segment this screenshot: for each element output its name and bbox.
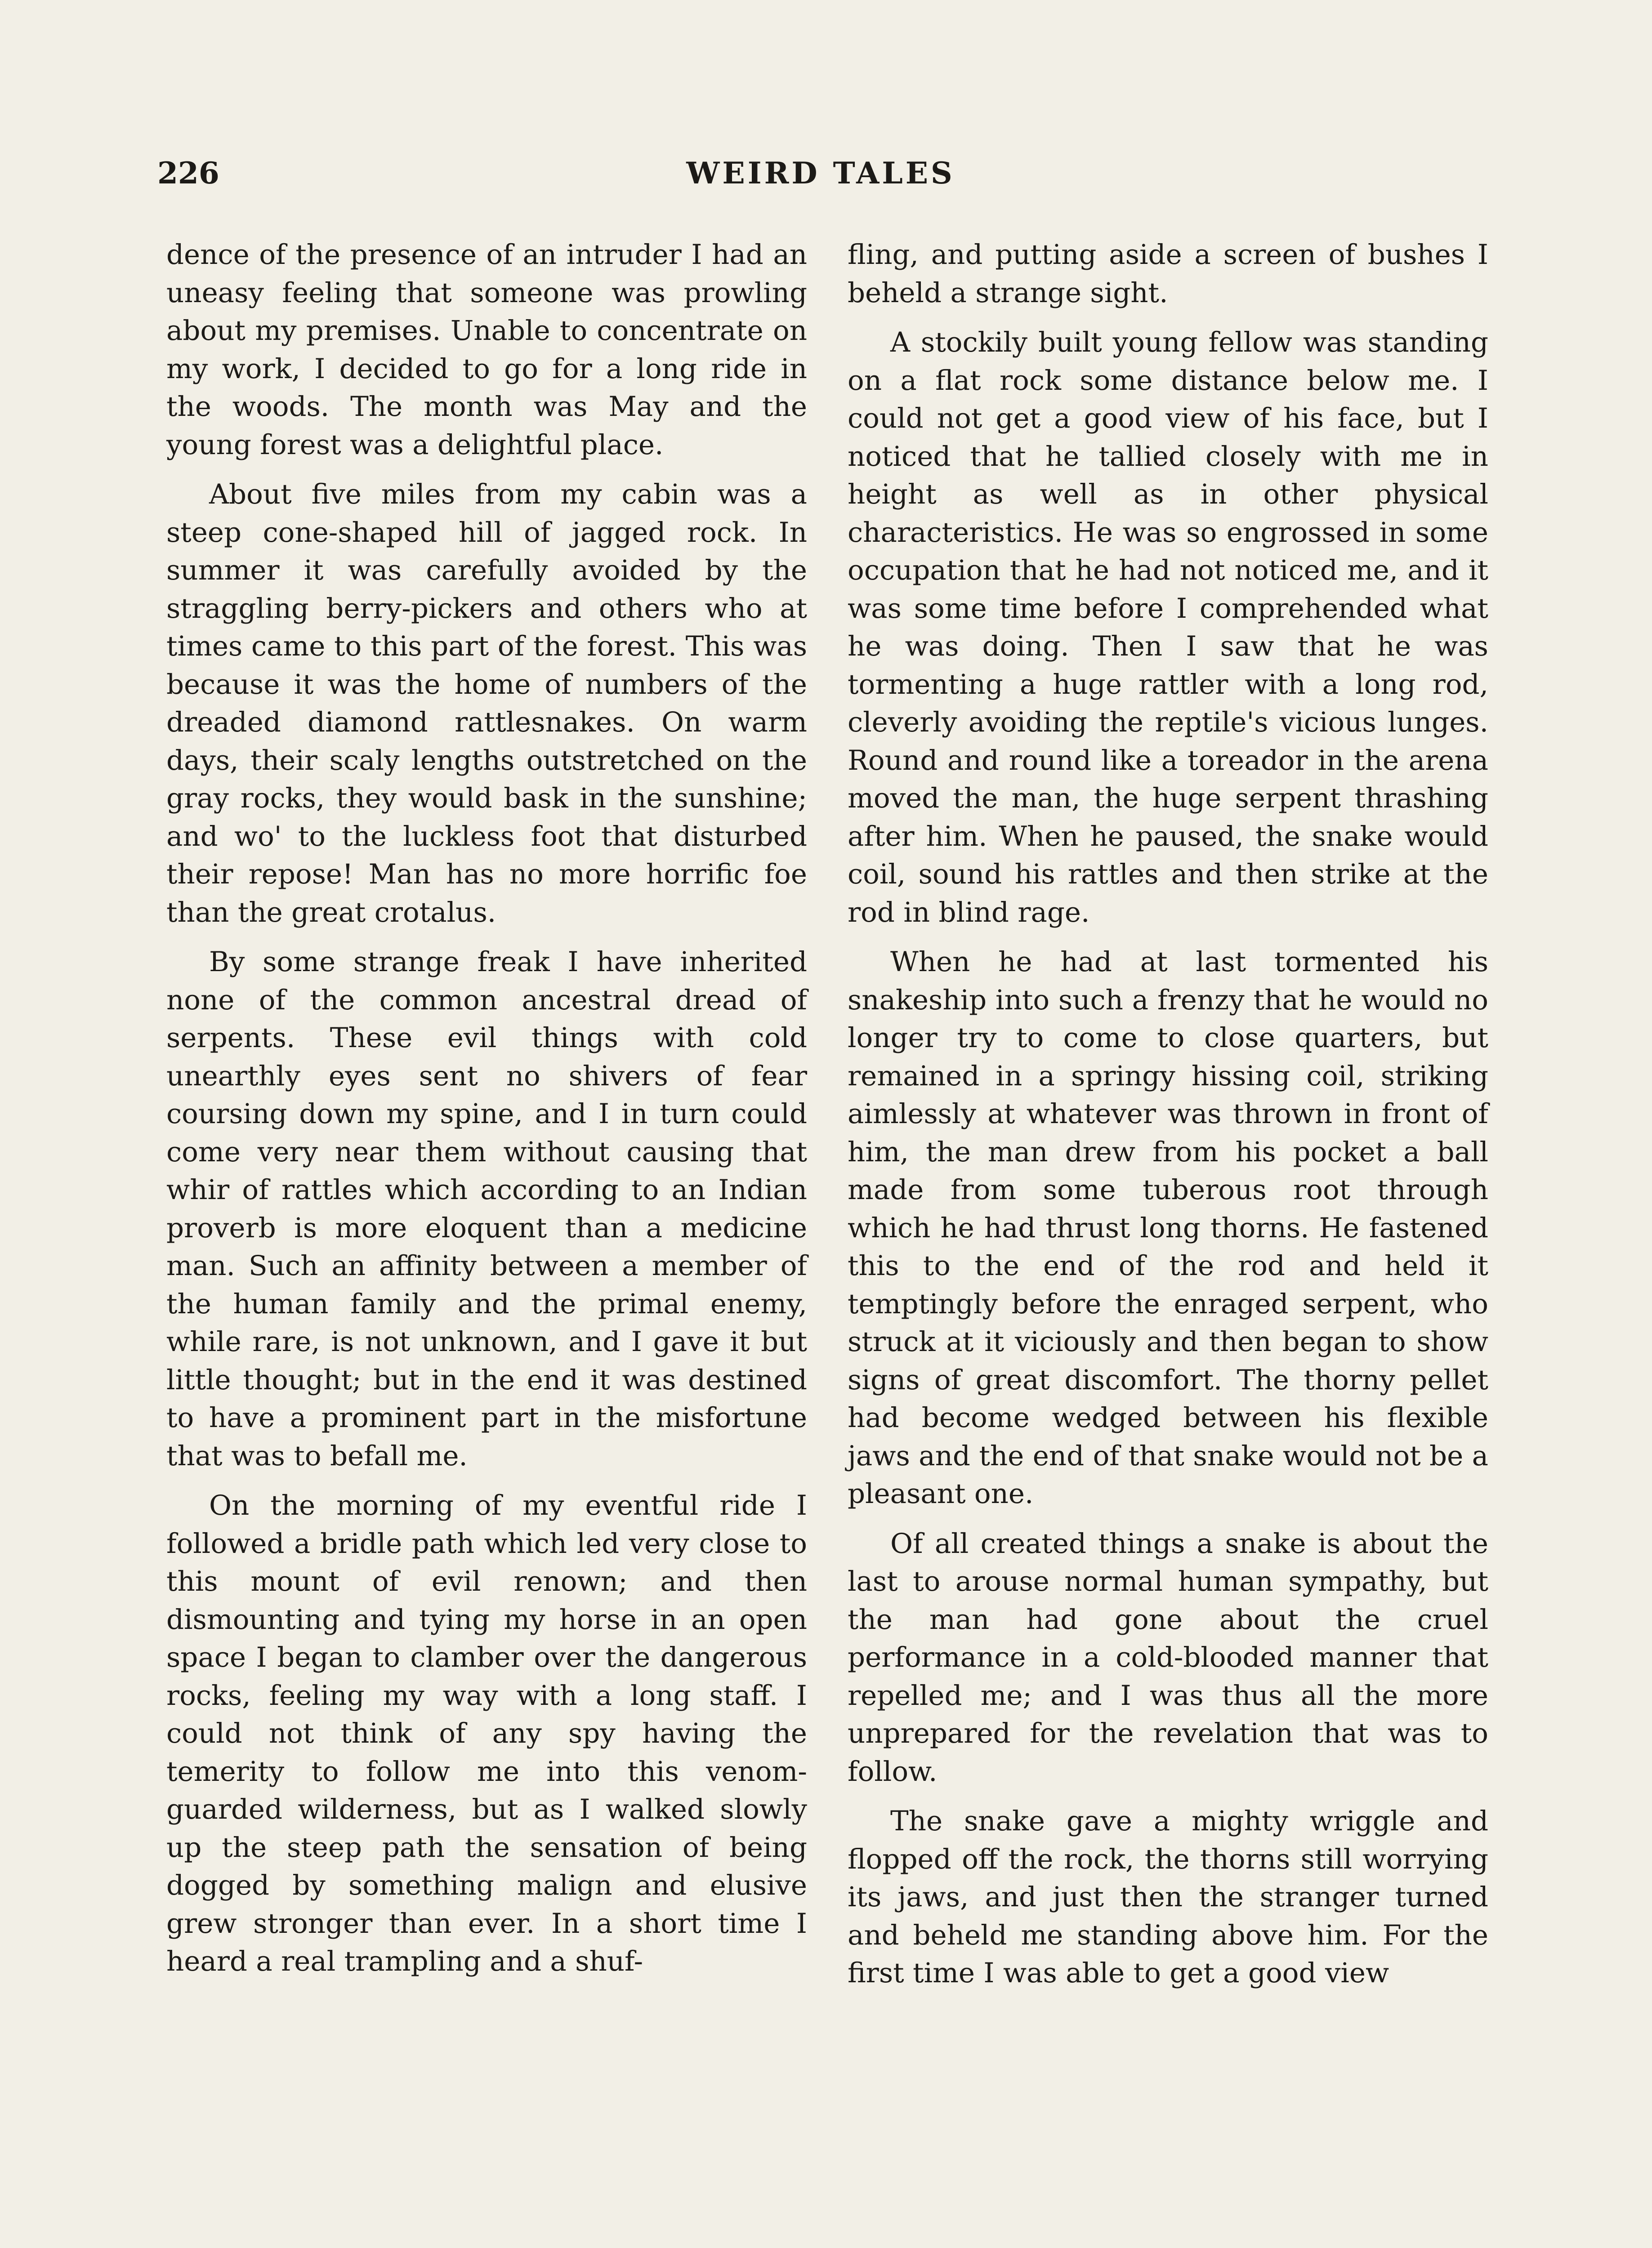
paragraph: Of all created things a snake is about the last to arouse normal human sympathy, but the man had gone about the cruel performance in a cold-blooded manner that repelled me; and I was thus all the more unprepared for the revelation that was to follow. (848, 1527, 1488, 1788)
left-column (166, 236, 807, 1993)
running-title: WEIRD TALES (686, 156, 955, 191)
paragraph: On the morning of my eventful ride I followed a bridle path which led very close to this mount of evil renown; and then dismounting and tying my horse in an open space I began to clamber over the dangerous rocks, feeling my way with a long staff. I could not think of any spy having the temerity to follow me into this venom-guarded wilderness, but as I walked slowly up the steep path the sensation of being dogged by something malign and elusive grew stronger than ever. In a short time I heard a real trampling and a shuf- (166, 1490, 807, 1977)
right-column (848, 236, 1488, 2004)
paragraph: The snake gave a mighty wriggle and flopped off the rock, the thorns still worrying its jaws, and just then the stranger turned and beheld me standing above him. For the first time I was able to get a good view (848, 1805, 1488, 1989)
paragraph: About five miles from my cabin was a steep cone-shaped hill of jagged rock. In summer it was carefully avoided by the straggling berry-pickers and others who at times came to this part of the forest. This was because it was the home of numbers of the dreaded diamond rattlesnakes. On warm days, their scaly lengths outstretched on the gray rocks, they would bask in the sunshine; and wo' to the luckless foot that disturbed their repose! Man has no more horrific foe than the great crotalus. (166, 478, 807, 928)
paragraph: dence of the presence of an intruder I had an uneasy feeling that someone was prowling about my premises. Unable to concentrate on my work, I decided to go for a long ride in the woods. The month was May and the young forest was a delightful place. (166, 239, 807, 461)
paragraph: By some strange freak I have inherited none of the common ancestral dread of serpents. These evil things with cold unearthly eyes sent no shivers of fear coursing down my spine, and I in turn could come very near them without causing that whir of rattles which according to an Indian proverb is more eloquent than a medicine man. Such an affinity between a member of the human family and the primal enemy, while rare, is not unknown, and I gave it but little thought; but in the end it was destined to have a prominent part in the misfortune that was to befall me. (166, 946, 807, 1472)
page-number: 226 (157, 156, 219, 191)
paragraph: fling, and putting aside a screen of bushes I beheld a strange sight. (848, 239, 1488, 309)
paragraph: When he had at last tormented his snakeship into such a frenzy that he would no longer try to come to close quarters, but remained in a springy hissing coil, striking aimlessly at whatever was thrown in front of him, the man drew from his pocket a ball made from some tuberous root through which he had thrust long thorns. He fastened this to the end of the rod and held it temptingly before the enraged serpent, who struck at it viciously and then began to show signs of great discomfort. The thorny pellet had become wedged between his flexible jaws and the end of that snake would not be a pleasant one. (848, 946, 1488, 1510)
paragraph: A stockily built young fellow was standing on a flat rock some distance below me. I could not get a good view of his face, but I noticed that he tallied closely with me in height as well as in other physical characteristics. He was so engrossed in some occupation that he had not noticed me, and it was some time before I comprehended what he was doing. Then I saw that he was tormenting a huge rattler with a long rod, cleverly avoiding the reptile's vicious lunges. Round and round like a toreador in the arena moved the man, the huge serpent thrashing after him. When he paused, the snake would coil, sound his rattles and then strike at the rod in blind rage. (848, 326, 1488, 928)
page-header (157, 148, 1484, 198)
